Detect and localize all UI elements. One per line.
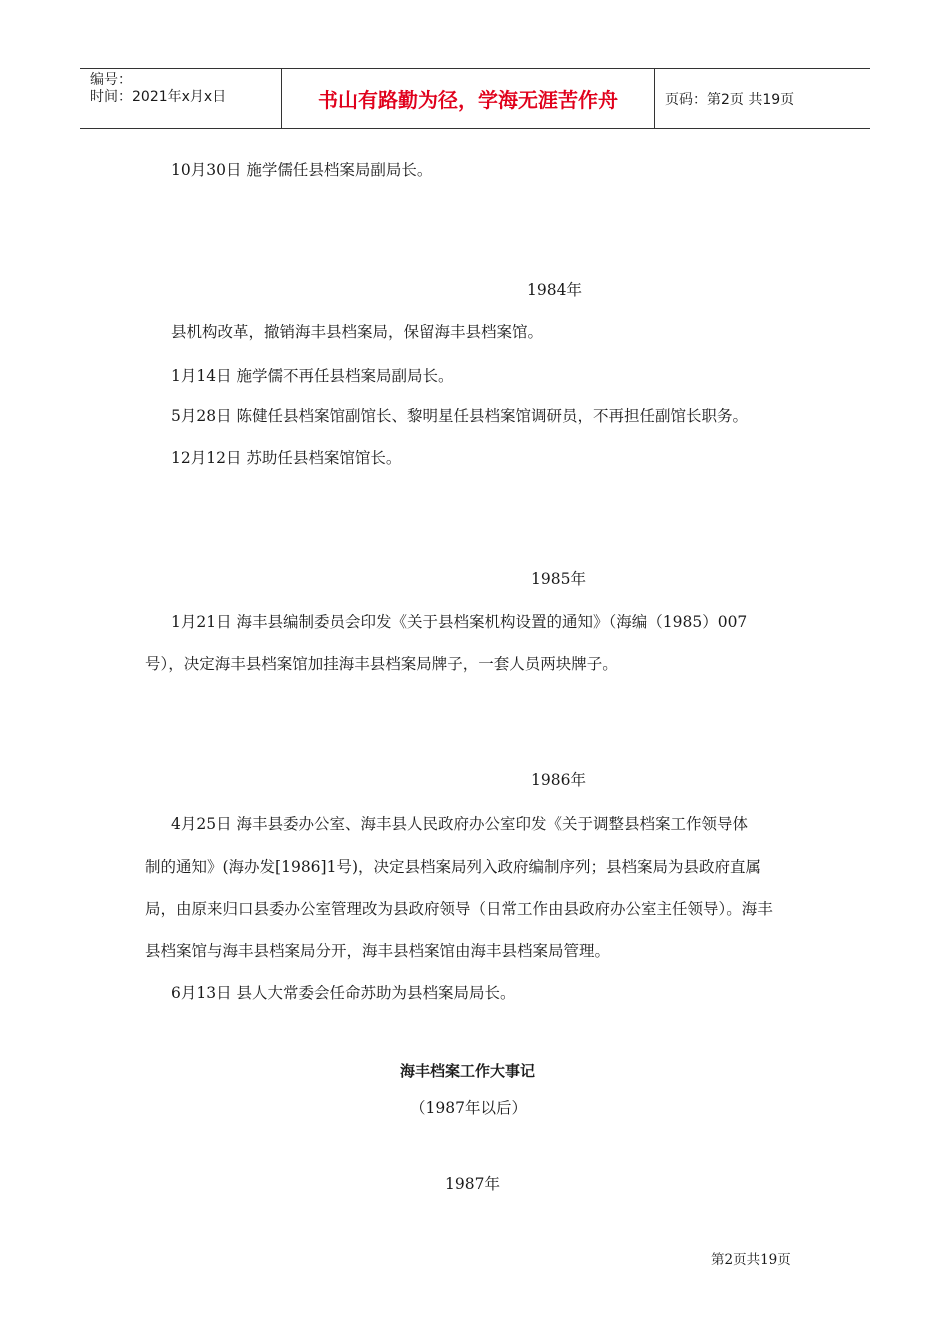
entry-1986-2: 6月13日 县人大常委会任命苏助为县档案局局长。 <box>171 984 516 1002</box>
entry-1986-1c: 局，由原来归口县委办公室管理改为县政府领导（日常工作由县政府办公室主任领导）。海丰 <box>145 900 773 918</box>
year-heading-1985: 1985年 <box>531 570 586 588</box>
entry-1985-1b: 号），决定海丰县档案馆加挂海丰县档案局牌子，一套人员两块牌子。 <box>145 655 618 673</box>
code-label: 编号： <box>90 72 132 88</box>
entry-1985-1a: 1月21日 海丰县编制委员会印发《关于县档案机构设置的通知》（海编（1985）007 <box>171 613 748 631</box>
year-heading-1984: 1984年 <box>527 281 582 299</box>
header-meta <box>80 69 282 128</box>
entry-1984-1: 县机构改革，撤销海丰县档案局，保留海丰县档案馆。 <box>171 323 544 341</box>
entry-1986-1a: 4月25日 海丰县委办公室、海丰县人民政府办公室印发《关于调整县档案工作领导体 <box>171 815 749 833</box>
page-footer: 第2页共19页 <box>711 1252 791 1268</box>
entry-1984-4: 12月12日 苏助任县档案馆馆长。 <box>171 449 402 467</box>
time-label: 时间：2021年x月x日 <box>90 89 227 105</box>
year-heading-1986: 1986年 <box>531 771 586 789</box>
header-page-info: 页码：第2页 共19页 <box>665 91 795 108</box>
entry-1983-oct30: 10月30日 施学儒任县档案局副局长。 <box>171 161 433 179</box>
entry-1986-1d: 县档案馆与海丰县档案局分开，海丰县档案馆由海丰县档案局管理。 <box>145 942 611 960</box>
section-subtitle: （1987年以后） <box>410 1099 527 1117</box>
entry-1986-1b: 制的通知》(海办发[1986]1号)，决定县档案局列入政府编制序列；县档案局为县政府直属 <box>145 858 761 876</box>
section-title: 海丰档案工作大事记 <box>400 1062 536 1080</box>
year-heading-1987: 1987年 <box>445 1175 500 1193</box>
page-header <box>80 68 870 129</box>
entry-1984-2: 1月14日 施学儒不再任县档案局副局长。 <box>171 367 454 385</box>
header-motto: 书山有路勤为径，学海无涯苦作舟 <box>282 69 655 128</box>
entry-1984-3: 5月28日 陈健任县档案馆副馆长、黎明星任县档案馆调研员，不再担任副馆长职务。 <box>171 407 749 425</box>
